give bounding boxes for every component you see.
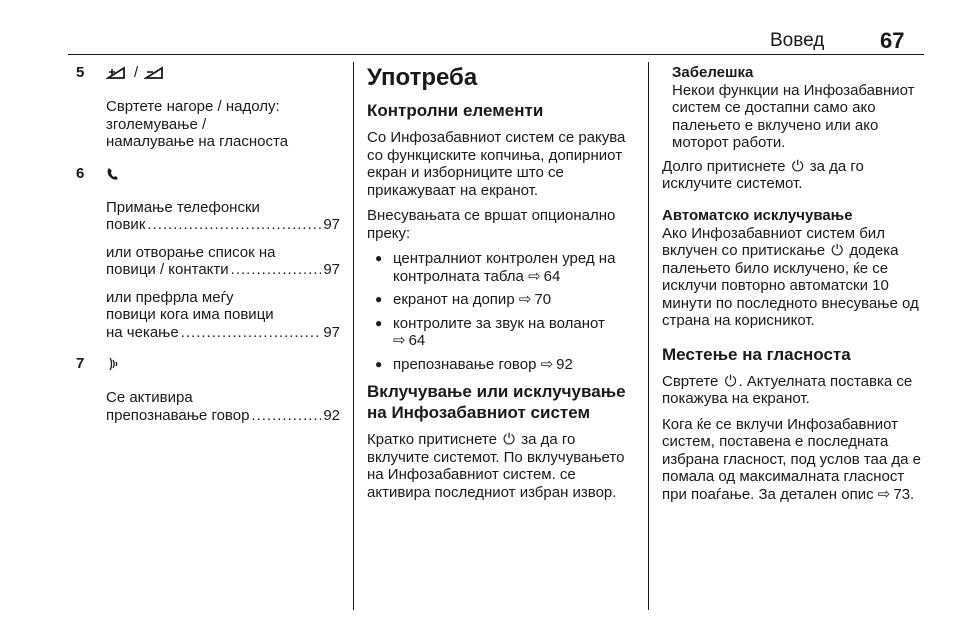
page-reference: 97 <box>323 216 340 233</box>
section-title: Вовед <box>770 30 825 51</box>
reference-arrow-icon: ⇨ <box>393 332 406 349</box>
page-reference: 92 <box>556 355 573 373</box>
paragraph-text: Долго притиснете <box>662 157 786 175</box>
list-item <box>367 356 635 374</box>
input-method-list <box>367 250 635 373</box>
voice-recognition-icon <box>106 355 340 373</box>
phone-icon <box>106 165 340 183</box>
page-reference: 73. <box>893 485 915 503</box>
usage-heading: Употреба <box>367 64 478 91</box>
volume-detail-paragraph <box>662 416 932 504</box>
reference-arrow-icon: ⇨ <box>528 267 541 285</box>
entry-text: на чекање <box>106 323 179 341</box>
paragraph-text: за да го вклучите системот. По вклучувањето на Инфозабавниот систем. се активира последниот избран извор. <box>367 431 625 501</box>
list-item-text: централниот контролен уред на контролната табла <box>393 250 616 285</box>
leader-dots <box>181 324 322 342</box>
voice-recognition-icon <box>106 356 120 372</box>
page-reference: 97 <box>323 323 340 341</box>
note-title: Забелешка <box>672 64 754 81</box>
page-reference: 64 <box>408 332 426 349</box>
paragraph-text: Кратко притиснете <box>367 431 497 448</box>
item-text: или префрла меѓу <box>106 288 234 306</box>
icon-separator: / <box>134 64 139 81</box>
volume-up-down-icon <box>106 64 340 82</box>
entry-text: препознавање говор <box>106 406 250 424</box>
item-number: 6 <box>76 164 85 182</box>
volume-up-icon <box>106 65 128 81</box>
leader-dots <box>147 216 321 234</box>
paragraph-text: за да го исклучите системот. <box>662 157 864 192</box>
leader-dots <box>231 261 322 279</box>
auto-off-heading: Автоматско исклучување <box>662 206 853 224</box>
list-item-text: контролите за звук на воланот <box>393 314 605 332</box>
page-reference: 64 <box>543 267 561 285</box>
column-divider <box>353 62 354 610</box>
volume-paragraph <box>662 373 932 408</box>
item-number: 7 <box>76 355 85 372</box>
paragraph-text: Свртете <box>662 372 719 390</box>
auto-off-paragraph <box>662 225 932 330</box>
control-item <box>70 64 340 151</box>
leader-dots <box>251 407 321 425</box>
intro-paragraph: Со Инфозабавниот систем се ракува со функциските копчиња, допирниот екран и изборниците што се прикажуваат на екранот. <box>367 129 626 199</box>
page-reference: 97 <box>323 261 340 278</box>
index-entry <box>106 324 340 342</box>
column-divider <box>648 62 649 610</box>
power-knob-icon: ⏻ <box>831 242 844 259</box>
power-knob-icon: ⏻ <box>791 157 804 175</box>
index-entry <box>106 216 340 234</box>
item-text: Примање телефонски <box>106 198 260 216</box>
list-item <box>367 315 635 350</box>
reference-arrow-icon: ⇨ <box>877 485 891 503</box>
list-item <box>367 291 635 309</box>
controls-heading: Контролни елементи <box>367 101 544 120</box>
list-item-text: екранот на допир <box>393 291 515 308</box>
paragraph-text: . Актуелната поставка се покажува на екранот. <box>662 372 913 407</box>
volume-knob-icon: ⏻ <box>724 372 737 390</box>
note-box <box>672 64 932 152</box>
reference-arrow-icon: ⇨ <box>518 291 532 308</box>
volume-down-icon <box>144 65 166 81</box>
item-number: 5 <box>76 64 85 81</box>
paragraph-text: Ако Инфозабавниот систем бил вклучен со притискање <box>662 224 885 259</box>
control-item <box>70 165 340 342</box>
index-entry <box>106 261 340 279</box>
phone-icon <box>106 166 120 182</box>
note-text: Некои функции на Инфозабавниот систем се достапни само ако палењето е вклучено или ако моторот работи. <box>672 81 915 151</box>
item-text: или отворање список на <box>106 243 276 261</box>
list-item <box>367 250 635 285</box>
item-text: повици кога има повици <box>106 306 274 323</box>
item-text: намалување на гласноста <box>106 133 289 150</box>
item-text: Свртете нагоре / надолу: <box>106 98 280 115</box>
usage-column <box>367 64 635 509</box>
paragraph-text: додека палењето било исклучено, ќе се исклучи повторно автоматски 10 минути по последното внесување од страна на корисникот. <box>662 242 919 329</box>
power-knob-icon: ⏻ <box>503 431 516 448</box>
page-header <box>0 30 960 54</box>
entry-text: повик <box>106 216 146 233</box>
power-paragraph <box>367 431 635 501</box>
power-heading: Вклучување или исклучување на Инфозабавниот систем <box>367 382 626 422</box>
header-rule <box>68 54 924 55</box>
page-number: 67 <box>880 28 905 53</box>
control-key-column <box>70 64 340 424</box>
item-text: Се активира <box>106 389 193 406</box>
entry-text: повици / контакти <box>106 261 229 278</box>
control-item <box>70 355 340 424</box>
page-reference: 92 <box>323 406 340 424</box>
paragraph-text: Кога ќе се вклучи Инфозабавниот систем, поставена е последната избрана гласност, под услов таа да е помала од максималната гласност при поаѓање. За детален опис <box>662 415 922 503</box>
volume-heading: Местење на гласноста <box>662 344 851 364</box>
page-reference: 70 <box>534 291 552 308</box>
details-column <box>662 64 932 511</box>
longpress-paragraph <box>662 158 932 193</box>
list-item-text: препознавање говор <box>393 355 537 373</box>
item-text: зголемување / <box>106 115 207 133</box>
input-paragraph: Внесувањата се вршат опционално преку: <box>367 207 616 242</box>
index-entry <box>106 407 340 425</box>
reference-arrow-icon: ⇨ <box>540 355 554 373</box>
